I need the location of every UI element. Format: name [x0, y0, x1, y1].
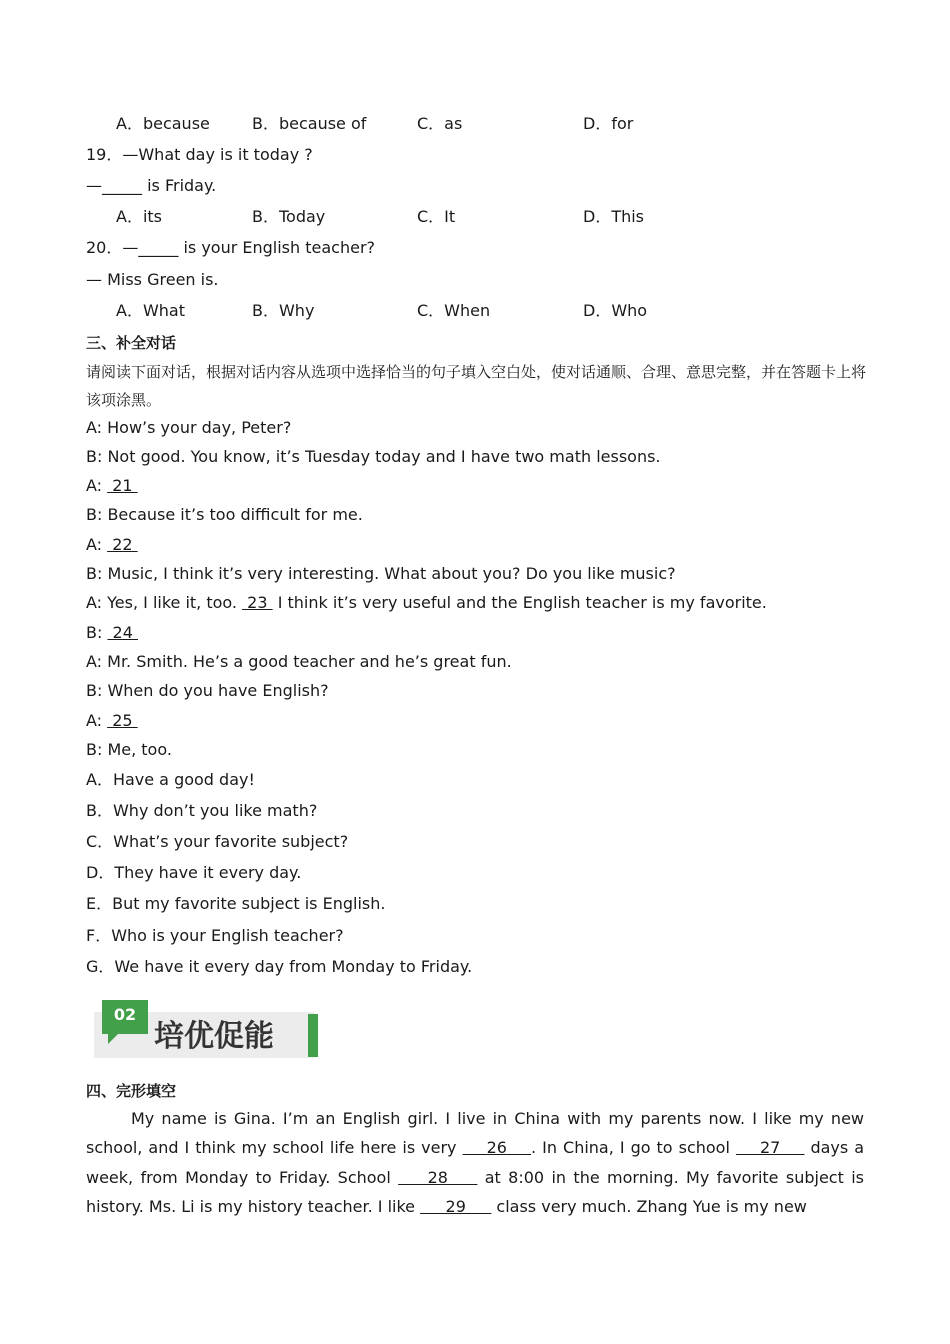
passage-text: at 8:00 in the morning. My favorite subject is history. Ms. Li is my history teacher. I like	[86, 1167, 864, 1216]
choice-c: C．What’s your favorite subject?	[86, 832, 349, 851]
dialogue-line-11	[86, 711, 138, 731]
speaker-label: A:	[86, 535, 108, 554]
speaker-label: B:	[86, 623, 108, 642]
choice-a: A．Have a good day!	[86, 770, 255, 789]
q19-answer-line: —_____ is Friday.	[86, 176, 217, 195]
blank-25: 25	[107, 711, 138, 730]
q19-question: 19．—What day is it today ?	[86, 145, 313, 164]
choice-f: F．Who is your English teacher?	[86, 926, 344, 945]
passage-text: . In China, I go to school	[531, 1138, 736, 1158]
banner-graphic	[94, 994, 320, 1058]
passage-text: days a week, from Monday to Friday. School	[86, 1138, 865, 1187]
q20-option-a: A．What	[116, 301, 185, 320]
dialogue-line-8	[86, 623, 138, 643]
q20-option-d: D．Who	[583, 301, 648, 320]
blank-23: 23	[242, 593, 273, 612]
dialogue-line-12: B: Me, too.	[86, 740, 172, 759]
dialogue-text: A: Yes, I like it, too.	[86, 593, 243, 612]
q19-option-c: C．It	[417, 207, 456, 226]
blank-27: 27	[735, 1138, 805, 1158]
dialogue-line-9: A: Mr. Smith. He’s a good teacher and he’s great fun.	[86, 652, 512, 671]
blank-29: 29	[420, 1196, 492, 1216]
blank-28: 28	[398, 1167, 478, 1187]
blank-22: 22	[107, 535, 138, 554]
speaker-label: A:	[86, 476, 108, 495]
passage-text: class very much. Zhang Yue is my new	[491, 1196, 807, 1216]
q18-option-c: C．as	[417, 114, 463, 133]
q18-option-a: A．because	[116, 114, 210, 133]
dialogue-line-7	[86, 593, 767, 613]
section3-heading: 三、补全对话	[86, 334, 177, 352]
banner-title: 培优促能	[154, 1019, 274, 1054]
section4-heading: 四、完形填空	[86, 1082, 177, 1100]
passage-text: My name is Gina. I’m an English girl. I live in China with my parents now. I like my new school, and I think my school life here is very	[86, 1109, 864, 1158]
section-banner	[94, 994, 320, 1058]
choice-d: D．They have it every day.	[86, 863, 302, 882]
dialogue-text: I think it’s very useful and the English teacher is my favorite.	[272, 593, 767, 612]
dialogue-line-3	[86, 476, 138, 496]
speaker-label: A:	[86, 711, 108, 730]
banner-number: 02	[113, 1005, 137, 1024]
choice-e: E．But my favorite subject is English.	[86, 894, 386, 913]
q18-option-b: B．because of	[252, 114, 367, 133]
blank-24: 24	[107, 623, 138, 642]
q20-answer-line: — Miss Green is.	[86, 270, 219, 289]
q20-option-c: C．When	[417, 301, 491, 320]
dialogue-line-6: B: Music, I think it’s very interesting. What about you? Do you like music?	[86, 564, 676, 583]
section3-instruction: 请阅读下面对话，根据对话内容从选项中选择恰当的句子填入空白处，使对话通顺、合理、意思完整，并在答题卡上将该项涂黑。	[86, 363, 867, 409]
q19-option-d: D．This	[583, 207, 645, 226]
dialogue-line-1: A: How’s your day, Peter?	[86, 418, 292, 437]
q20-option-b: B．Why	[252, 301, 315, 320]
dialogue-line-5	[86, 535, 138, 555]
dialogue-line-2: B: Not good. You know, it’s Tuesday today and I have two math lessons.	[86, 447, 661, 466]
dialogue-line-10: B: When do you have English?	[86, 681, 329, 700]
q20-question: 20．—_____ is your English teacher?	[86, 238, 376, 257]
choice-b: B．Why don’t you like math?	[86, 801, 318, 820]
blank-26: 26	[462, 1138, 532, 1158]
q18-option-d: D．for	[583, 114, 634, 133]
q19-option-b: B．Today	[252, 207, 326, 226]
cloze-passage	[86, 1104, 864, 1221]
q19-option-a: A．its	[116, 207, 163, 226]
dialogue-line-4: B: Because it’s too difficult for me.	[86, 505, 363, 524]
blank-21: 21	[107, 476, 138, 495]
choice-g: G．We have it every day from Monday to Friday.	[86, 957, 473, 976]
